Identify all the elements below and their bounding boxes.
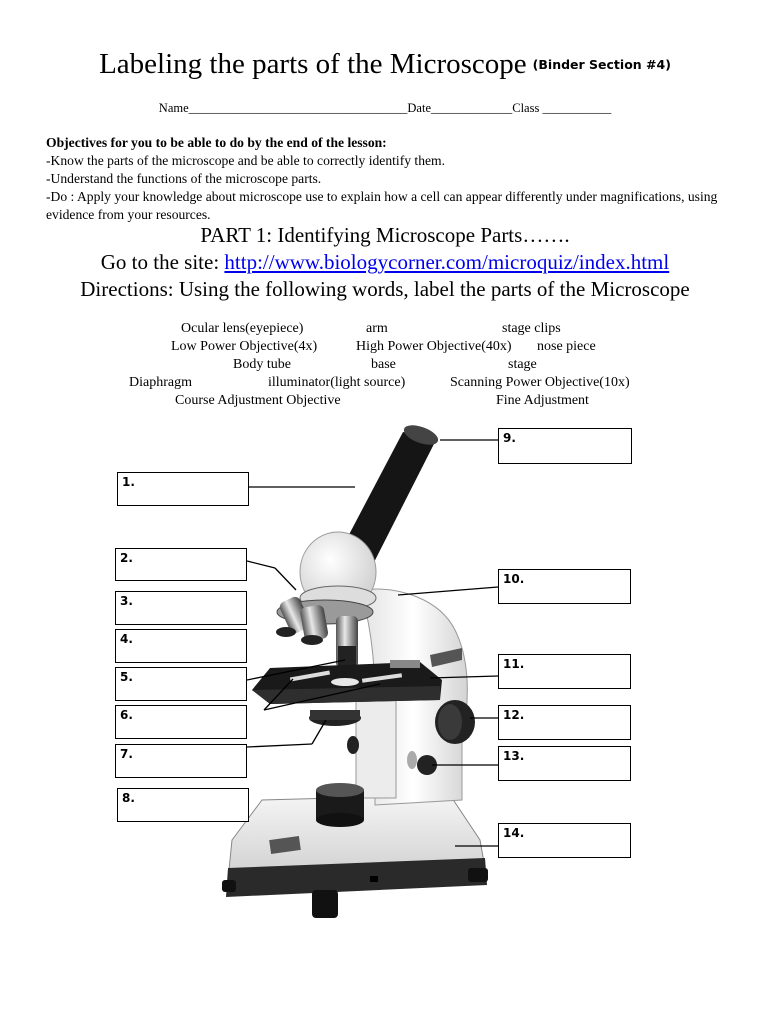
word-body-tube: Body tube [233, 357, 291, 372]
label-box-4[interactable] [115, 629, 247, 663]
label-number: 14. [503, 826, 525, 840]
title-text: Labeling the parts of the Microscope [99, 48, 527, 80]
label-number: 6. [120, 708, 133, 722]
label-box-3[interactable] [115, 591, 247, 625]
word-high-power-objective: High Power Objective(40x) [356, 339, 512, 354]
word-illuminator: illuminator(light source) [268, 375, 406, 390]
label-box-13[interactable] [498, 746, 631, 781]
label-box-9[interactable] [498, 428, 632, 464]
label-box-14[interactable] [498, 823, 631, 858]
label-number: 12. [503, 708, 525, 722]
nosepiece-objectives [276, 595, 373, 668]
word-ocular-lens: Ocular lens(eyepiece) [181, 321, 304, 336]
label-number: 5. [120, 670, 133, 684]
biologycorner-link[interactable]: http://www.biologycorner.com/microquiz/index.html [224, 250, 670, 274]
label-box-12[interactable] [498, 705, 631, 740]
objective-item: -Do : Apply your knowledge about microscope use to explain how a cell can appear differently under magnifications, using evidence from your resources. [46, 189, 718, 222]
label-box-1[interactable] [117, 472, 249, 506]
objectives-heading: Objectives for you to be able to do by the end of the lesson: [46, 135, 387, 150]
label-box-8[interactable] [117, 788, 249, 822]
label-number: 13. [503, 749, 525, 763]
word-scanning-power-objective: Scanning Power Objective(10x) [450, 375, 630, 390]
objective-item: -Know the parts of the microscope and be able to correctly identify them. [46, 153, 445, 168]
word-stage: stage [508, 357, 537, 372]
directions-line: Directions: Using the following words, label the parts of the Microscope [80, 277, 690, 301]
label-box-7[interactable] [115, 744, 247, 778]
label-box-11[interactable] [498, 654, 631, 689]
word-diaphragm: Diaphragm [129, 375, 192, 390]
goto-prefix: Go to the site: [100, 250, 225, 274]
label-number: 7. [120, 747, 133, 761]
label-box-5[interactable] [115, 667, 247, 701]
label-box-6[interactable] [115, 705, 247, 739]
label-number: 2. [120, 551, 133, 565]
name-date-class-line: Name___________________________________Date_____________Class ___________ [158, 101, 612, 115]
label-box-2[interactable] [115, 548, 247, 581]
label-number: 9. [503, 431, 516, 445]
label-number: 4. [120, 632, 133, 646]
label-number: 10. [503, 572, 525, 586]
stage-part [252, 660, 442, 704]
word-nose-piece: nose piece [537, 339, 596, 354]
word-stage-clips: stage clips [502, 321, 561, 336]
word-course-adjustment: Course Adjustment Objective [175, 393, 341, 408]
title-subtitle: (Binder Section #4) [532, 57, 671, 72]
part1-heading: PART 1: Identifying Microscope Parts……. [200, 223, 570, 247]
illuminator-part [316, 783, 364, 827]
label-number: 1. [122, 475, 135, 489]
label-box-10[interactable] [498, 569, 631, 604]
word-low-power-objective: Low Power Objective(4x) [171, 339, 318, 354]
word-arm: arm [366, 321, 388, 336]
label-number: 3. [120, 594, 133, 608]
label-number: 8. [122, 791, 135, 805]
label-number: 11. [503, 657, 525, 671]
word-base: base [371, 357, 396, 372]
objective-item: -Understand the functions of the microscope parts. [46, 171, 322, 186]
word-fine-adjustment: Fine Adjustment [496, 393, 589, 408]
